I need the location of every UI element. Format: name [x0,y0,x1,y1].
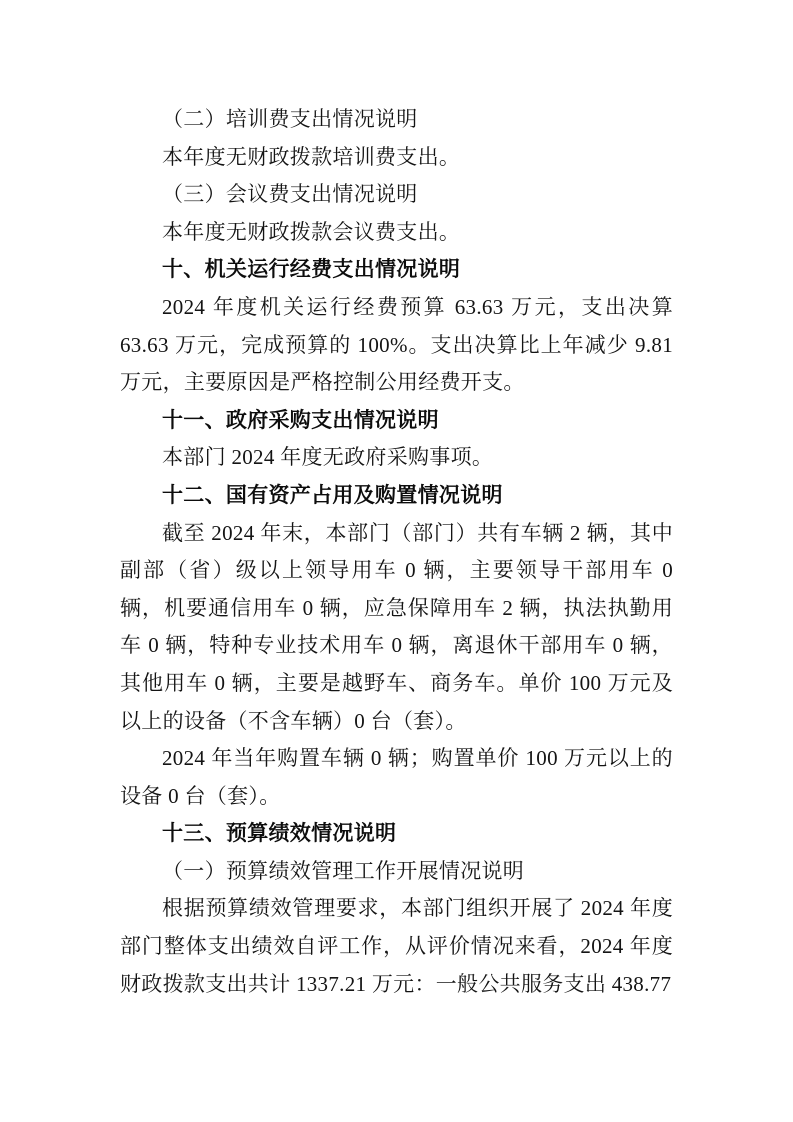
section-heading-performance: 十三、预算绩效情况说明 [162,822,397,846]
paragraph-operating-cost: 2024 年度机关运行经费预算 63.63 万元，支出决算 63.63 万元，完成预算的 100%。支出决算比上年减少 9.81 万元，主要原因是严格控制公用经费开支。 [120,294,673,395]
section-heading-operating-cost: 十、机关运行经费支出情况说明 [162,258,461,282]
paragraph-meeting-fee: 本年度无财政拨款会议费支出。 [162,219,461,244]
subheading-training-fee: （二）培训费支出情况说明 [162,107,418,131]
paragraph-vehicles: 截至 2024 年末，本部门（部门）共有车辆 2 辆，其中副部（省）级以上领导用车 0 辆，主要领导干部用车 0 辆，机要通信用车 0 辆，应急保障用车 2 辆，执法执勤用车 0 辆，特种专业技术用车 0 辆，离退休干部用车 0 辆，其他用车 0 辆，主要是越野车、商务车。单价 100 万元及以上的设备（不含车辆）0 台（套）。 [120,520,673,733]
paragraph-performance-eval: 根据预算绩效管理要求，本部门组织开展了 2024 年度部门整体支出绩效自评工作，从评价情况来看，2024 年度财政拨款支出共计 1337.21 万元：一般公共服务支出 438.77 [120,896,673,996]
paragraph-purchases: 2024 年当年购置车辆 0 辆；购置单价 100 万元以上的设备 0 台（套）。 [120,746,673,808]
section-heading-state-assets: 十二、国有资产占用及购置情况说明 [162,483,503,507]
subheading-performance-mgmt: （一）预算绩效管理工作开展情况说明 [162,858,525,883]
section-heading-procurement: 十一、政府采购支出情况说明 [162,408,439,432]
subheading-meeting-fee: （三）会议费支出情况说明 [162,182,418,207]
paragraph-procurement: 本部门 2024 年度无政府采购事项。 [162,445,494,470]
document-text-block [120,101,673,1003]
paragraph-training-fee: 本年度无财政拨款培训费支出。 [162,144,461,169]
